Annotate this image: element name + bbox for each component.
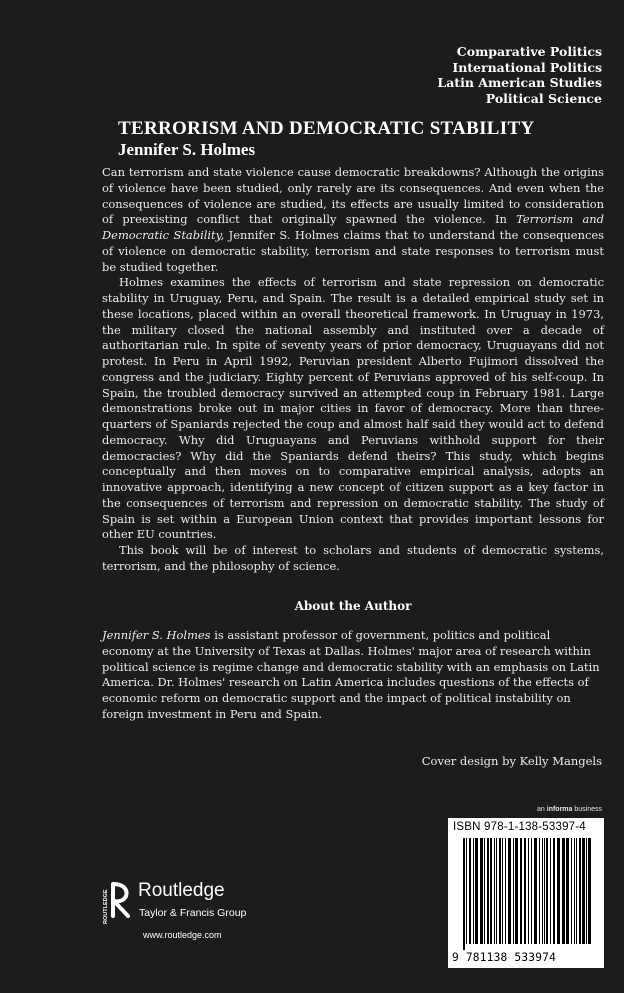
- barcode-bar: [534, 838, 537, 944]
- cover-design-credit: Cover design by Kelly Mangels: [421, 754, 602, 768]
- barcode-bar: [508, 838, 511, 944]
- isbn-label: ISBN 978-1-138-53397-4: [453, 821, 586, 833]
- subject-item: Latin American Studies: [437, 75, 602, 90]
- barcode-bar: [505, 838, 506, 944]
- barcode-bar: [473, 838, 474, 944]
- book-title-italic: Terrorism and Democratic Stability,: [102, 212, 604, 242]
- routledge-logo-icon: [100, 880, 132, 928]
- description-paragraph: Can terrorism and state violence cause democratic breakdowns? Although the origins of violence have been studied, only rarely are its consequences. And even when the consequences of violence are studied, its effects are usually limited to consideration of preexisting conflict that originally spawned the violence. In Terrorism and Democratic Stability, Jennifer S. Holmes claims that to understand the consequences of violence on democratic stability, terrorism and state responses to terrorism must be studied together.: [102, 165, 604, 274]
- author-name: Jennifer S. Holmes: [118, 140, 256, 159]
- description-paragraph: This book will be of interest to scholars and students of democratic systems, terrorism, and the philosophy of science.: [102, 543, 604, 573]
- barcode-bar: [576, 838, 577, 944]
- barcode-bar: [466, 838, 467, 944]
- barcode-bar: [588, 838, 591, 944]
- barcode-bar: [496, 838, 497, 944]
- barcode-bar: [484, 838, 485, 944]
- barcode-digits: 9 781138 533974: [452, 951, 557, 964]
- author-bio: Jennifer S. Holmes is assistant professor of government, politics and political economy at the University of Texas at Dallas. Holmes' major area of research within political science is regime change and democratic stability with an emphasis on Latin America. Dr. Holmes' research on Latin America includes questions of the effects of economic reform on democratic support and the impact of political instability on foreign investment in Peru and Spain.: [102, 628, 600, 721]
- barcode-bar: [520, 838, 522, 944]
- publisher-group: Taylor & Francis Group: [139, 907, 247, 919]
- barcode-bar: [542, 838, 543, 944]
- barcode-bar: [494, 838, 495, 944]
- bio-author-name: Jennifer S. Holmes: [102, 628, 211, 642]
- barcode-bar: [502, 838, 503, 944]
- barcode-bar: [539, 838, 540, 944]
- description-paragraph: Holmes examines the effects of terrorism and state repression on democratic stability in Uruguay, Peru, and Spain. The result is a detailed empirical study set in these locations, placed within an overall theoretical framework. In Uruguay in 1973, the military closed the national assembly and instituted over a decade of authoritarian rule. In spite of seventy years of prior democracy, Uruguayans did not protest. In Peru in April 1992, Peruvian president Alberto Fujimori dissolved the congress and the judiciary. Eighty percent of Peruvians approved of his self-coup. In Spain, the troubled democracy survived an attempted coup in February 1981. Large demonstrations broke out in major cities in favor of democracy. More than three-quarters of Spaniards rejected the coup and almost half said they would act to defend democracy. Why did Uruguayans and Peruvians withhold support for their democracies? Why did the Spaniards defend theirs? This study, which begins conceptually and then moves on to comparative empirical analysis, adopts an innovative approach, identifying a new concept of citizen support as a key factor in the consequences of terrorism and repression on democratic stability. The study of Spain is set within a European Union context that provides important lessons for other EU countries.: [102, 275, 604, 542]
- barcode-bar: [463, 838, 465, 950]
- barcode-bar: [582, 838, 585, 944]
- barcode-bar: [524, 838, 526, 944]
- barcode-bar: [546, 838, 548, 944]
- svg-text:ROUTLEDGE: ROUTLEDGE: [103, 889, 109, 924]
- barcode-bar: [513, 838, 514, 944]
- barcode-bar: [544, 838, 545, 944]
- subject-categories: [437, 44, 602, 106]
- barcode-bar: [574, 838, 575, 944]
- about-author-heading: About the Author: [294, 599, 412, 613]
- book-title: TERRORISM AND DEMOCRATIC STABILITY: [118, 118, 535, 139]
- barcode-icon: [451, 838, 601, 950]
- barcode-bar: [480, 838, 483, 944]
- publisher-name: Routledge: [138, 880, 225, 901]
- barcode-bar: [550, 838, 551, 944]
- barcode-bar: [579, 838, 581, 944]
- barcode-bar: [490, 838, 492, 944]
- barcode-bar: [566, 838, 569, 944]
- subject-item: Comparative Politics: [456, 44, 602, 59]
- barcode-bar: [487, 838, 489, 944]
- barcode-bar: [586, 838, 587, 944]
- barcode-bar: [528, 838, 529, 944]
- barcode-bar: [531, 838, 532, 944]
- barcode-bar: [475, 838, 478, 944]
- isbn-barcode: [448, 818, 604, 968]
- barcode-bar: [499, 838, 501, 944]
- barcode-bar: [557, 838, 560, 944]
- subject-item: Political Science: [485, 90, 602, 106]
- barcode-bar: [469, 838, 471, 944]
- book-description: [102, 165, 604, 575]
- publisher-url: www.routledge.com: [143, 930, 222, 940]
- barcode-bar: [562, 838, 565, 944]
- informa-business-tag: an informa business: [537, 806, 602, 813]
- barcode-bar: [553, 838, 555, 944]
- subject-item: International Politics: [452, 59, 602, 75]
- barcode-bar: [515, 838, 518, 944]
- barcode-bar: [571, 838, 572, 944]
